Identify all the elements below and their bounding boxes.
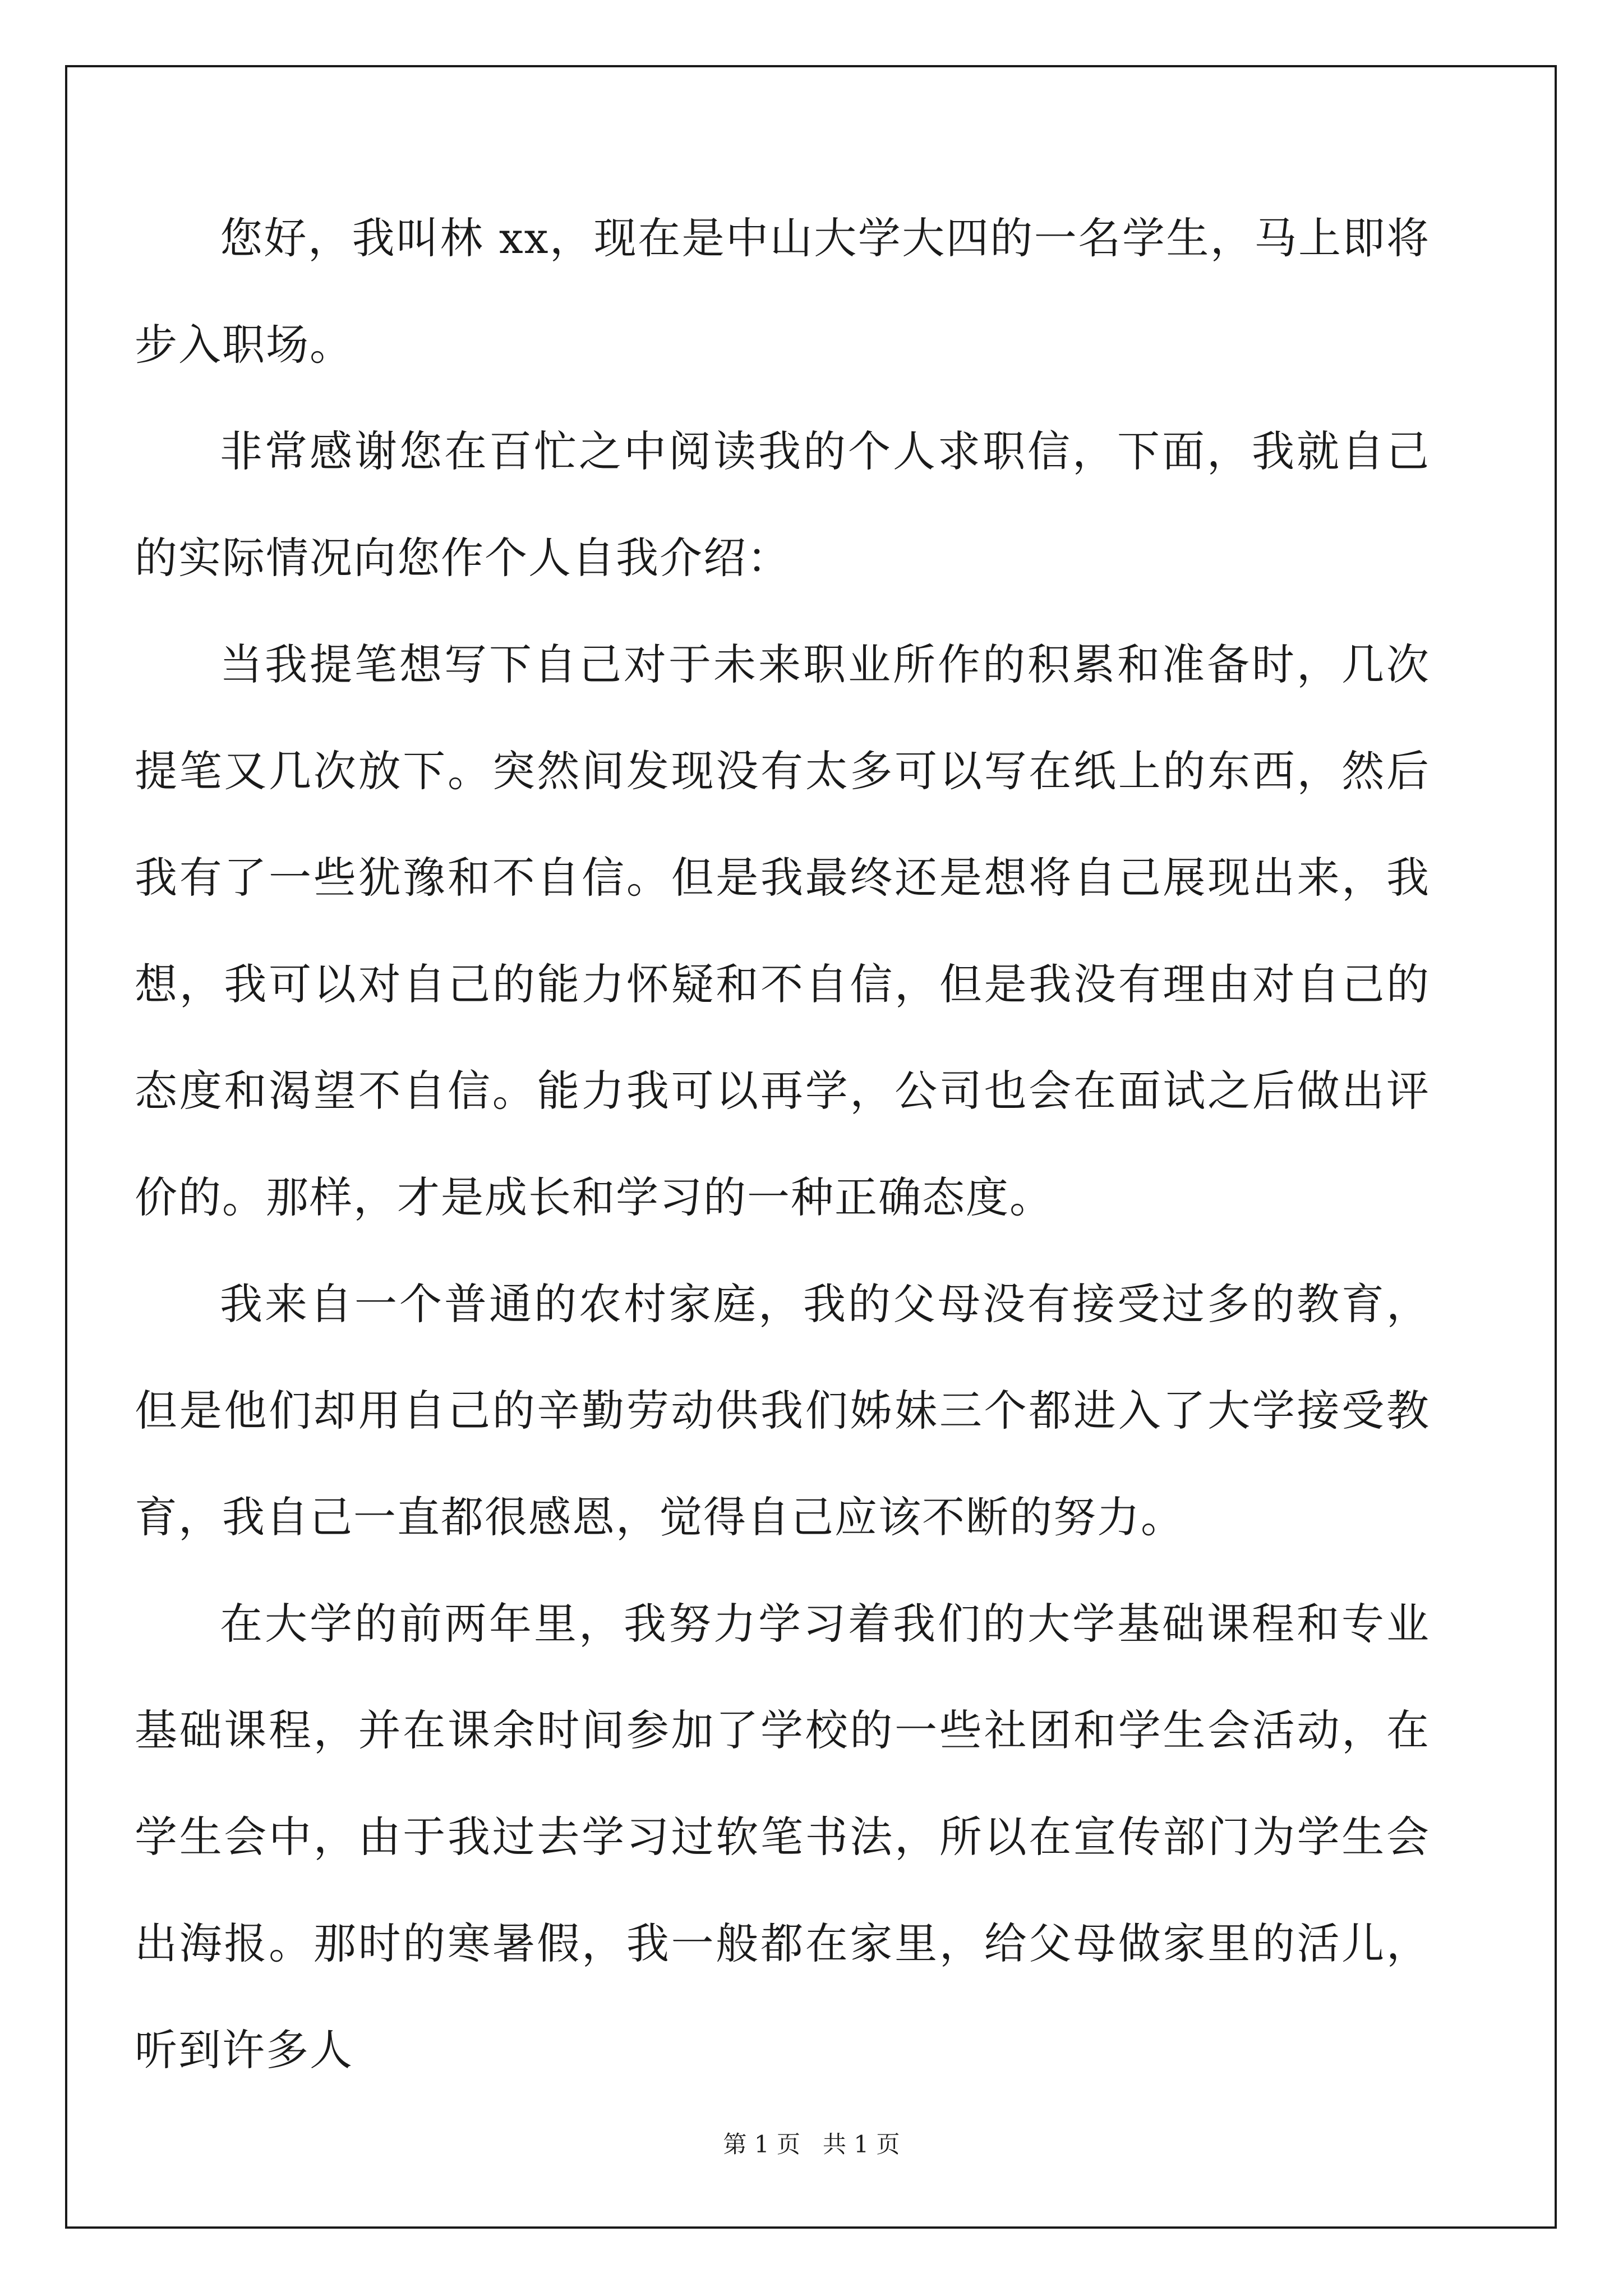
paragraph-university: 在大学的前两年里，我努力学习着我们的大学基础课程和专业基础课程，并在课余时间参加了学校的一些社团和学生会活动，在学生会中，由于我过去学习过软笔书法，所以在宣传部门为学生会出海报。那时的寒暑假，我一般都在家里，给父母做家里的活儿，听到许多人: [135, 1599, 1430, 2075]
paragraph-preparation: 当我提笔想写下自己对于未来职业所作的积累和准备时，几次提笔又几次放下。突然间发现没有太多可以写在纸上的东西，然后我有了一些犹豫和不自信。但是我最终还是想将自己展现出来，我想，我可以对自己的能力怀疑和不自信，但是我没有理由对自己的态度和渴望不自信。能力我可以再学，公司也会在面试之后做出评价的。那样，才是成长和学习的一种正确态度。: [135, 639, 1430, 1222]
paragraph-family: 我来自一个普通的农村家庭，我的父母没有接受过多的教育，但是他们却用自己的辛勤劳动供我们姊妹三个都进入了大学接受教育，我自己一直都很感恩，觉得自己应该不断的努力。: [135, 1279, 1430, 1542]
page-total: 共 1 页: [823, 2131, 900, 2158]
page-number: 第 1 页: [723, 2131, 800, 2158]
paragraph-thanks: 非常感谢您在百忙之中阅读我的个人求职信，下面，我就自己的实际情况向您作个人自我介绍：: [135, 426, 1430, 583]
document-body: [135, 185, 1430, 2104]
page-footer: [0, 2126, 1623, 2160]
paragraph-greeting: 您好，我叫林 xx，现在是中山大学大四的一名学生，马上即将步入职场。: [135, 213, 1430, 370]
